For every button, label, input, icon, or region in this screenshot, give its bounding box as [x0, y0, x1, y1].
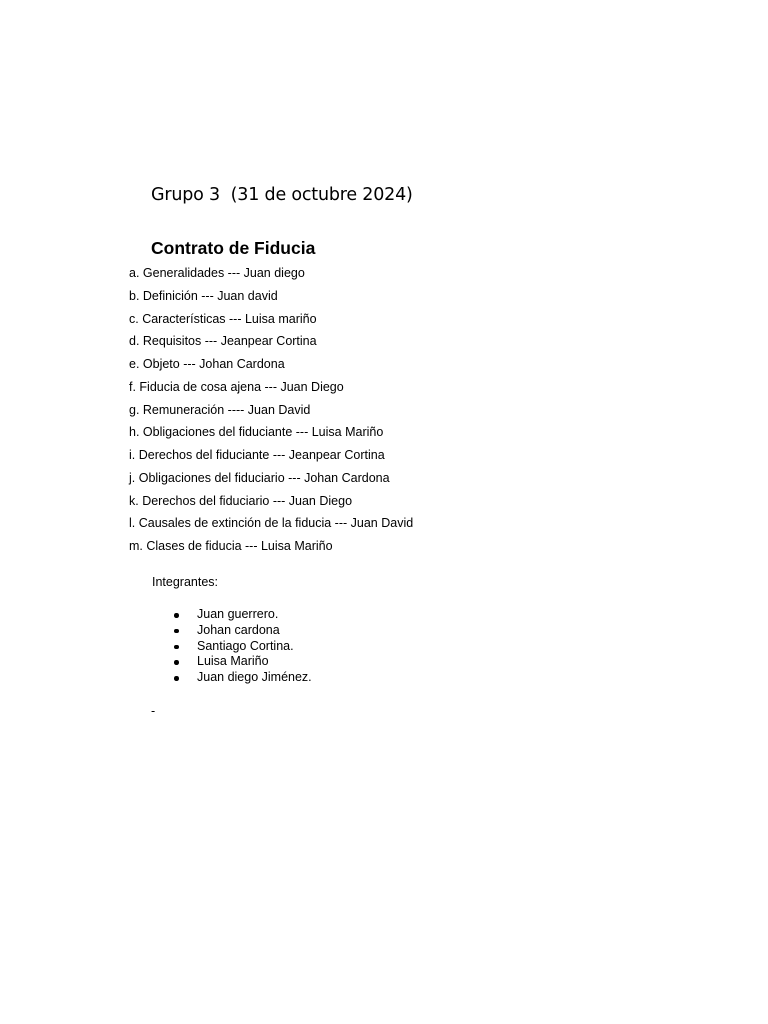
topic-list	[129, 264, 413, 560]
topic-item: c. Características --- Luisa mariño	[129, 311, 317, 326]
members-list	[174, 607, 312, 686]
member-item	[174, 607, 312, 623]
member-item	[174, 623, 312, 639]
bullet-icon	[174, 629, 179, 634]
group-title: Grupo 3 (31 de octubre 2024)	[151, 185, 413, 205]
members-label: Integrantes:	[152, 575, 219, 589]
topic-item: i. Derechos del fiduciante --- Jeanpear Cortina	[129, 448, 385, 462]
topic-item: k. Derechos del fiduciario --- Juan Diego	[129, 493, 353, 508]
member-name: Juan diego Jiménez.	[197, 670, 312, 685]
member-name: Luisa Mariño	[197, 654, 269, 669]
bullet-icon	[174, 645, 179, 650]
member-name: Juan guerrero.	[197, 607, 279, 621]
member-item	[174, 670, 312, 686]
topic-item: m. Clases de fiducia --- Luisa Mariño	[129, 539, 333, 553]
topic-item: l. Causales de extinción de la fiducia --- Juan David	[129, 516, 414, 531]
topic-item: b. Definición --- Juan david	[129, 288, 278, 303]
topic-item: d. Requisitos --- Jeanpear Cortina	[129, 334, 317, 349]
section-title: Contrato de Fiducia	[151, 238, 316, 258]
topic-item: e. Objeto --- Johan Cardona	[129, 357, 285, 371]
trailing-dash: -	[151, 704, 156, 718]
member-name: Santiago Cortina.	[197, 638, 294, 653]
topic-item: f. Fiducia de cosa ajena --- Juan Diego	[129, 379, 344, 394]
topic-item: j. Obligaciones del fiduciario --- Johan Cardona	[129, 470, 390, 485]
member-name: Johan cardona	[197, 622, 280, 637]
member-item	[174, 654, 312, 670]
bullet-icon	[174, 660, 179, 665]
topic-item: g. Remuneración ---- Juan David	[129, 402, 311, 417]
topic-item: a. Generalidades --- Juan diego	[129, 266, 305, 280]
bullet-icon	[174, 676, 179, 681]
topic-item: h. Obligaciones del fiduciante --- Luisa Mariño	[129, 425, 384, 440]
bullet-icon	[174, 613, 179, 618]
member-item	[174, 639, 312, 655]
